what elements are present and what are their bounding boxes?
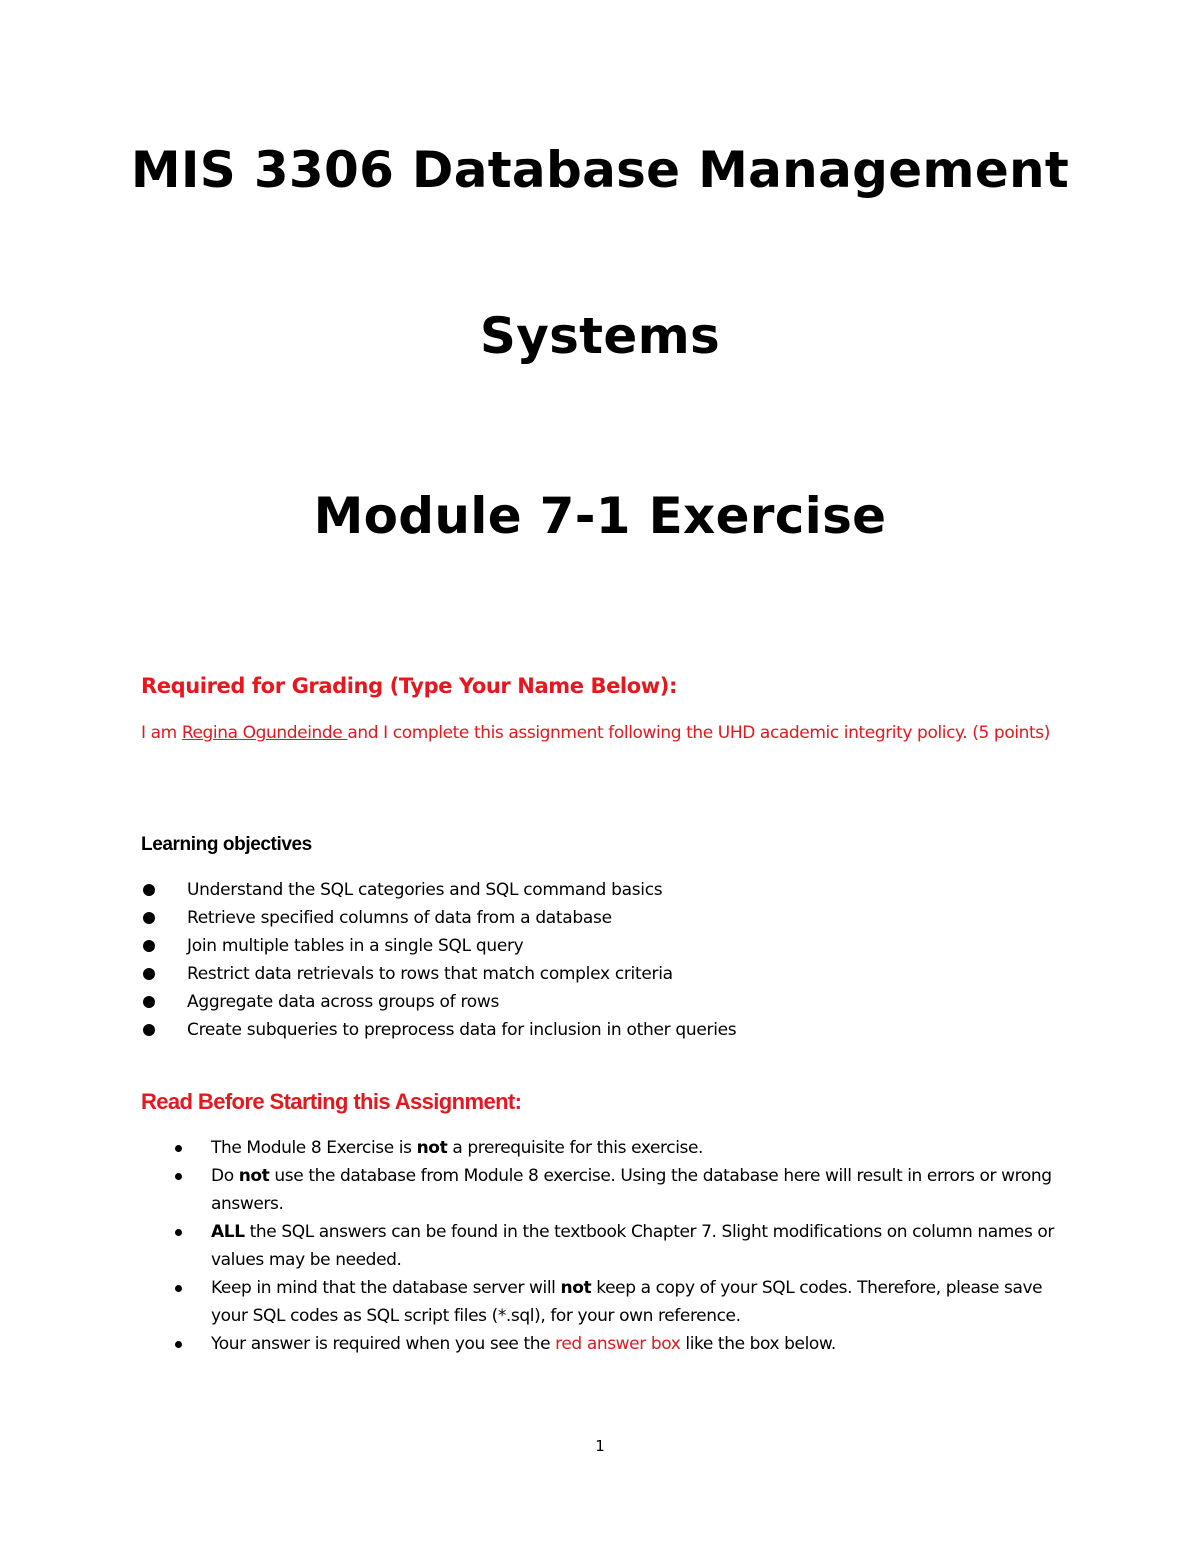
document-page: MIS 3306 Database Management Systems Module 7-1 Exercise Required for Grading (Type Your Name Below): I am Regina Ogundeinde and I complete this assignment following the UHD academic integrity policy. (5 points) Learning objectives Understand the SQL categories and SQL command basics Retrieve specified columns of data from a database Join multiple tables in a single SQL query Restrict data retrievals to rows that match complex criteria Aggregate data across groups of rows Create subqueries to preprocess data for inclusion in other queries Read Before Starting this Assignment: The Module 8 Exercise is not a prerequisite for this exercise. Do not use the database from Module 8 exercise. Using the database here will result in errors or wrong answers. ALL the SQL answers can be found in the textbook Chapter 7. Slight modifications on column names or values may be needed. Keep in mind that the database server will not keep a copy of your SQL codes. Therefore, please save your SQL codes as SQL script files (*.sql), for your own reference. Your answer is required when you see the red answer box like the box below. 1 bbox=[0, 0, 1200, 1553]
instructions-list bbox=[172, 1134, 1072, 1358]
bullet-icon bbox=[143, 996, 155, 1008]
bullet-icon bbox=[143, 1024, 155, 1036]
bullet-icon bbox=[143, 912, 155, 924]
integrity-suffix: and I complete this assignment following the UHD academic integrity policy. (5 points) bbox=[347, 723, 1050, 743]
bullet-icon bbox=[143, 968, 155, 980]
required-for-grading-heading: Required for Grading (Type Your Name Below): bbox=[141, 674, 677, 698]
bullet-icon bbox=[143, 884, 155, 896]
learning-objectives-heading: Learning objectives bbox=[141, 834, 312, 855]
list-item: The Module 8 Exercise is not a prerequisite for this exercise. bbox=[172, 1134, 1072, 1162]
document-title-line-2: Systems bbox=[479, 307, 721, 365]
bullet-icon bbox=[175, 1145, 182, 1152]
read-before-starting-heading: Read Before Starting this Assignment: bbox=[141, 1089, 522, 1114]
list-item: Do not use the database from Module 8 exercise. Using the database here will result in errors or wrong answers. bbox=[172, 1162, 1072, 1218]
document-subtitle: Module 7-1 Exercise bbox=[313, 487, 887, 545]
bullet-icon bbox=[175, 1229, 182, 1236]
document-title-line-1: MIS 3306 Database Management bbox=[130, 141, 1070, 199]
integrity-statement bbox=[141, 719, 1071, 747]
bullet-icon bbox=[175, 1341, 182, 1348]
list-item: Keep in mind that the database server will not keep a copy of your SQL codes. Therefore, please save your SQL codes as SQL script files (*.sql), for your own reference. bbox=[172, 1274, 1072, 1330]
integrity-prefix: I am bbox=[141, 723, 182, 743]
page-number: 1 bbox=[595, 1437, 605, 1455]
student-name-field[interactable]: Regina Ogundeinde bbox=[181, 723, 348, 743]
red-answer-box-text: red answer box bbox=[555, 1334, 681, 1354]
list-item: ALL the SQL answers can be found in the textbook Chapter 7. Slight modifications on column names or values may be needed. bbox=[172, 1218, 1072, 1274]
bullet-icon bbox=[175, 1173, 182, 1180]
bullet-icon bbox=[175, 1285, 182, 1292]
list-item: Your answer is required when you see the red answer box like the box below. bbox=[172, 1330, 1072, 1358]
bullet-icon bbox=[143, 940, 155, 952]
